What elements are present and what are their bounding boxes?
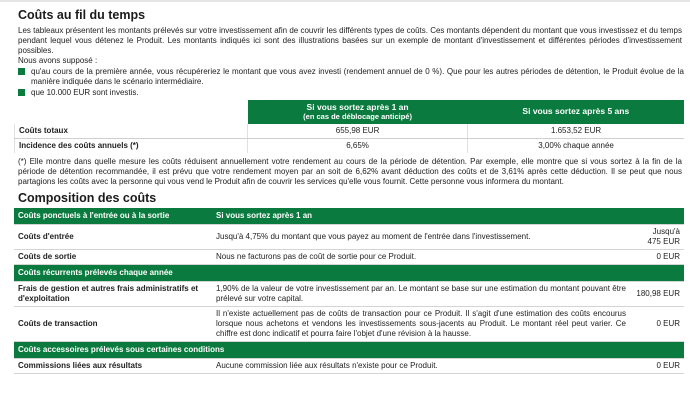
assumption-lead: Nous avons supposé : xyxy=(18,55,98,65)
table-row: Coûts de sortie Nous ne facturons pas de coût de sortie pour ce Produit. 0 EUR xyxy=(14,250,684,265)
section-header-row: Coûts récurrents prélevés chaque année xyxy=(14,265,684,282)
assumption-item: que 10.000 EUR sont investis. xyxy=(18,88,684,98)
composition-title: Composition des coûts xyxy=(18,190,157,205)
top-divider xyxy=(0,0,690,2)
table-row: Coûts de transaction Il n'existe actuellement pas de coûts de transaction pour ce Produit. Il s'agit d'une estimation des coûts encourus lorsque nous achetons et vendons les investissements sous-jacents au Produit. Le montant réel peut varier. Ce chiffre est donc indicatif et pourra faire l'objet d'une révision à la hausse. 0 EUR xyxy=(14,307,684,342)
table-row: Commissions liées aux résultats Aucune commission liée aux résultats n'existe pour ce Produit. 0 EUR xyxy=(14,359,684,374)
table-row: Frais de gestion et autres frais administratifs et d'exploitation 1,90% de la valeur de votre investissement par an. Le montant se base sur une estimation du montant pouvant être prélevé sur votre capital. 180,98 EUR xyxy=(14,282,684,307)
green-square-bullet-icon xyxy=(18,68,25,75)
column-header-5-years: Si vous sortez après 5 ans xyxy=(468,100,684,124)
assumption-list xyxy=(18,67,684,98)
table-row: Incidence des coûts annuels (*) 6,65% 3,00% chaque année xyxy=(15,138,685,153)
costs-over-time-table xyxy=(14,100,684,153)
section-header-row: Coûts ponctuels à l'entrée ou à la sortie Si vous sortez après 1 an xyxy=(14,208,684,225)
green-square-bullet-icon xyxy=(18,89,25,96)
kid-costs-page xyxy=(14,0,684,374)
section-header-row: Coûts accessoires prélevés sous certaines conditions xyxy=(14,342,684,359)
cost-composition-table xyxy=(14,208,684,374)
table-header-row xyxy=(15,100,685,124)
table-row: Coûts d'entrée Jusqu'à 4,75% du montant que vous payez au moment de l'entrée dans l'investissement. Jusqu'à 475 EUR xyxy=(14,225,684,250)
assumption-item: qu'au cours de la première année, vous récupéreriez le montant que vous avez investi (rendement annuel de 0 %). Que pour les autres périodes de détention, le Produit évolue de la manière indiquée dans le scénario intermédiaire. xyxy=(18,67,684,87)
column-header-1-year: Si vous sortez après 1 an (en cas de déblocage anticipé) xyxy=(248,100,468,124)
costs-intro: Les tableaux présentent les montants prélevés sur votre investissement afin de couvrir les différents types de coûts. Ces montants dépendent du montant que vous investissez et du temps pendant lequel vous détenez le Produit. Les montants indiqués ici sont des illustrations basées sur un exemple de montant d'investissement et différentes périodes d'investissement possibles. xyxy=(18,25,682,55)
footnote: (*) Elle montre dans quelle mesure les coûts réduisent annuellement votre rendement au cours de la période de détention. Par exemple, elle montre que si vous sortez à la fin de la période de détention recommandée, il est prévu que votre rendement moyen par an soit de 6,62% avant déduction des coûts et de 3,61% après cette déduction. Il se peut que nous partagions les coûts avec la personne qui vous vend le Produit afin de couvrir les services qu'elle vous fournit. Cette personne vous informera du montant. xyxy=(18,156,682,186)
costs-over-time-title: Coûts au fil du temps xyxy=(18,8,146,22)
table-row: Coûts totaux 655,98 EUR 1.653,52 EUR xyxy=(15,124,685,139)
